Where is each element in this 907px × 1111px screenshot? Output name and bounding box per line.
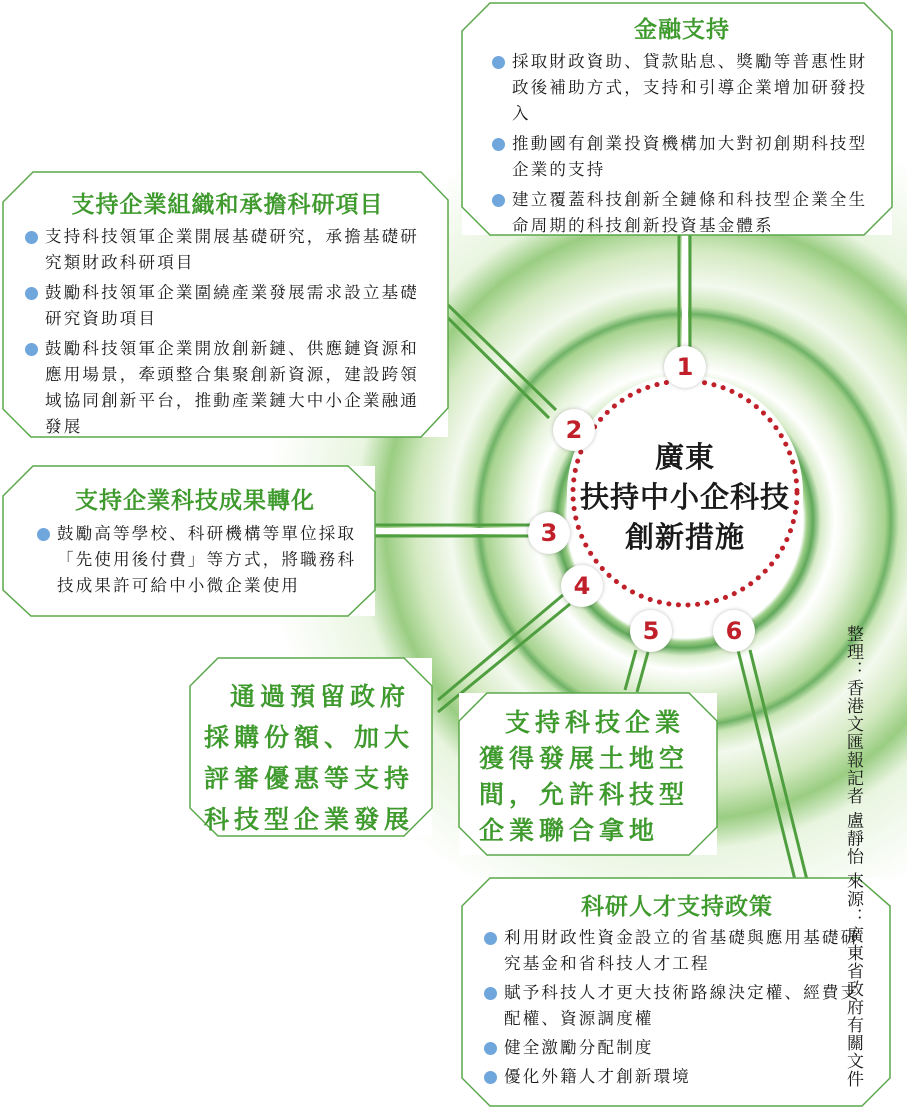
bullet-icon <box>484 932 497 945</box>
finance-title: 金融支持 <box>634 17 730 43</box>
center-title: 廣東 扶持中小企科技 創新措施 <box>579 440 790 554</box>
procurement-text: 通過預留政府採購份額、加大評審優惠等支持科技型企業發展 <box>204 682 415 834</box>
bullet-icon <box>484 1042 497 1055</box>
badge-4: 4 <box>561 565 603 607</box>
research-projects-item: 鼓勵科技領軍企業圍繞產業發展需求設立基礎研究資助項目 <box>23 280 432 332</box>
research-projects-title: 支持企業組織和承擔科研項目 <box>71 192 384 218</box>
research-projects-item: 支持科技領軍企業開展基礎研究，承擔基礎研究類財政科研項目 <box>23 224 432 276</box>
tech-transfer-box <box>3 466 375 616</box>
badge-5: 5 <box>630 610 672 652</box>
talent-item: 健全激勵分配制度 <box>482 1035 872 1061</box>
research-projects-item: 鼓勵科技領軍企業開放創新鏈、供應鏈資源和應用場景，牽頭整合集聚創新資源，建設跨領域協同創新平台，推動產業鏈大中小企業融通發展 <box>23 336 432 440</box>
bullet-icon <box>37 528 50 541</box>
procurement-box <box>190 658 432 836</box>
land-box <box>459 693 717 855</box>
bullet-icon <box>25 343 38 356</box>
badge-1: 1 <box>664 346 706 388</box>
bullet-icon <box>484 987 497 1000</box>
talent-box <box>462 878 890 1106</box>
badge-6: 6 <box>713 610 755 652</box>
finance-support-box <box>462 3 892 235</box>
bullet-icon <box>25 287 38 300</box>
center-hub <box>567 375 803 611</box>
talent-title: 科研人才支持政策 <box>581 894 773 920</box>
bullet-icon <box>492 138 505 151</box>
bullet-icon <box>25 231 38 244</box>
research-projects-box <box>3 172 448 437</box>
talent-item: 賦予科技人才更大技術路線決定權、經費支配權、資源調度權 <box>482 980 872 1032</box>
land-text: 支持科技企業獲得發展土地空間，允許科技型企業聯合拿地 <box>479 708 690 845</box>
badge-2: 2 <box>553 409 595 451</box>
source-credit: 來源：廣東省政府有關文件 <box>843 871 863 1088</box>
badge-3: 3 <box>528 512 570 554</box>
talent-item: 利用財政性資金設立的省基礎與應用基礎研究基金和省科技人才工程 <box>482 925 872 977</box>
finance-item: 採取財政資助、貸款貼息、獎勵等普惠性財政後補助方式，支持和引導企業增加研發投入 <box>490 49 874 127</box>
credits <box>842 625 864 1088</box>
bullet-icon <box>492 56 505 69</box>
bullet-icon <box>492 194 505 207</box>
tech-transfer-title: 支持企業科技成果轉化 <box>75 488 315 514</box>
tech-transfer-item: 鼓勵高等學校、科研機構等單位採取「先使用後付費」等方式，將職務科技成果許可給中小微企業使用 <box>39 521 361 599</box>
compiler-credit: 整理：香港文匯報記者 盧靜怡 <box>843 625 863 866</box>
bullet-icon <box>484 1071 497 1084</box>
finance-item: 建立覆蓋科技創新全鏈條和科技型企業全生命周期的科技創新投資基金體系 <box>490 187 874 239</box>
talent-item: 優化外籍人才創新環境 <box>482 1064 872 1090</box>
finance-item: 推動國有創業投資機構加大對初創期科技型企業的支持 <box>490 131 874 183</box>
